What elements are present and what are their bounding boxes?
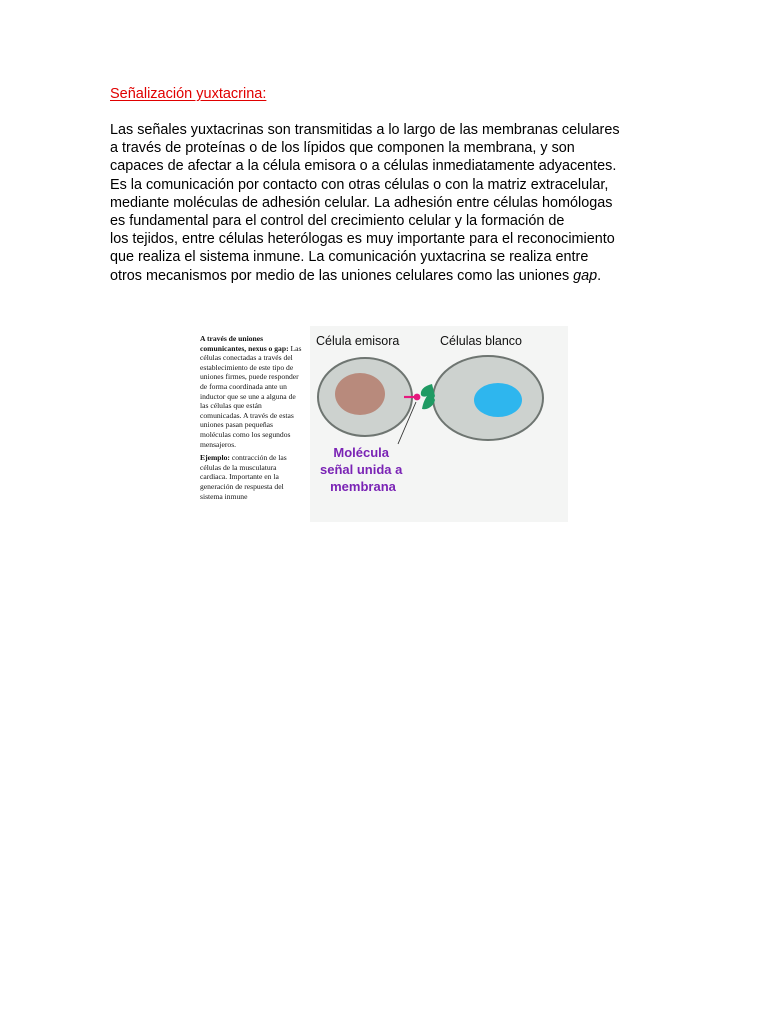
paragraph-line: capaces de afectar a la célula emisora o a células inmediatamente adyacentes. bbox=[110, 158, 617, 175]
figure-caption bbox=[200, 334, 304, 505]
target-nucleus bbox=[474, 383, 522, 417]
label-target-cells: Células blanco bbox=[440, 334, 522, 348]
signal-molecule bbox=[414, 394, 421, 401]
molecule-label-line: señal unida a bbox=[320, 462, 403, 477]
example-text: contracción de las células de la musculatura cardiaca. Importante en la generación de respuesta del sistema inmune bbox=[200, 453, 287, 501]
caption-body: Las células conectadas a través del establecimiento de este tipo de uniones firmes, puede responder de forma coordinada ante un inductor que se une a alguna de las células que están comunicadas. A través de estas uniones pasan pequeñas moléculas como los segundos mensajeros. bbox=[200, 343, 302, 449]
molecule-label-line: membrana bbox=[330, 479, 396, 494]
paragraph-line: los tejidos, entre células heterólogas es muy importante para el reconocimiento bbox=[110, 231, 615, 248]
paragraph-last-line bbox=[110, 267, 670, 285]
molecule-label-line: Molécula bbox=[333, 445, 389, 460]
caption-paragraph bbox=[200, 334, 304, 449]
paragraph-line: que realiza el sistema inmune. La comunicación yuxtacrina se realiza entre bbox=[110, 249, 589, 266]
paragraph-line: a través de proteínas o de los lípidos que componen la membrana, y son bbox=[110, 140, 575, 157]
gap-italic-term: gap bbox=[573, 267, 598, 284]
caption-title: A través de uniones comunicantes, nexus o gap: bbox=[200, 334, 289, 353]
cell-diagram-svg bbox=[310, 326, 568, 522]
last-line-prefix: otros mecanismos por medio de las uniones celulares como las uniones bbox=[110, 267, 574, 284]
emitter-nucleus bbox=[335, 373, 385, 415]
example-label: Ejemplo: bbox=[200, 453, 230, 463]
caption-example bbox=[200, 453, 304, 501]
section-heading: Señalización yuxtacrina: bbox=[110, 86, 267, 102]
paragraph-line: mediante moléculas de adhesión celular. La adhesión entre células homólogas bbox=[110, 194, 613, 211]
juxtacrine-figure bbox=[196, 326, 568, 522]
last-line-suffix: . bbox=[597, 267, 602, 284]
paragraph-line: Las señales yuxtacrinas son transmitidas a lo largo de las membranas celulares bbox=[110, 122, 620, 138]
body-paragraph bbox=[110, 121, 670, 285]
cell-diagram bbox=[310, 326, 568, 522]
paragraph-line: Es la comunicación por contacto con otras células o con la matriz extracelular, bbox=[110, 176, 609, 193]
paragraph-line: es fundamental para el control del crecimiento celular y la formación de bbox=[110, 213, 565, 230]
label-emitter-cell: Célula emisora bbox=[316, 334, 400, 348]
